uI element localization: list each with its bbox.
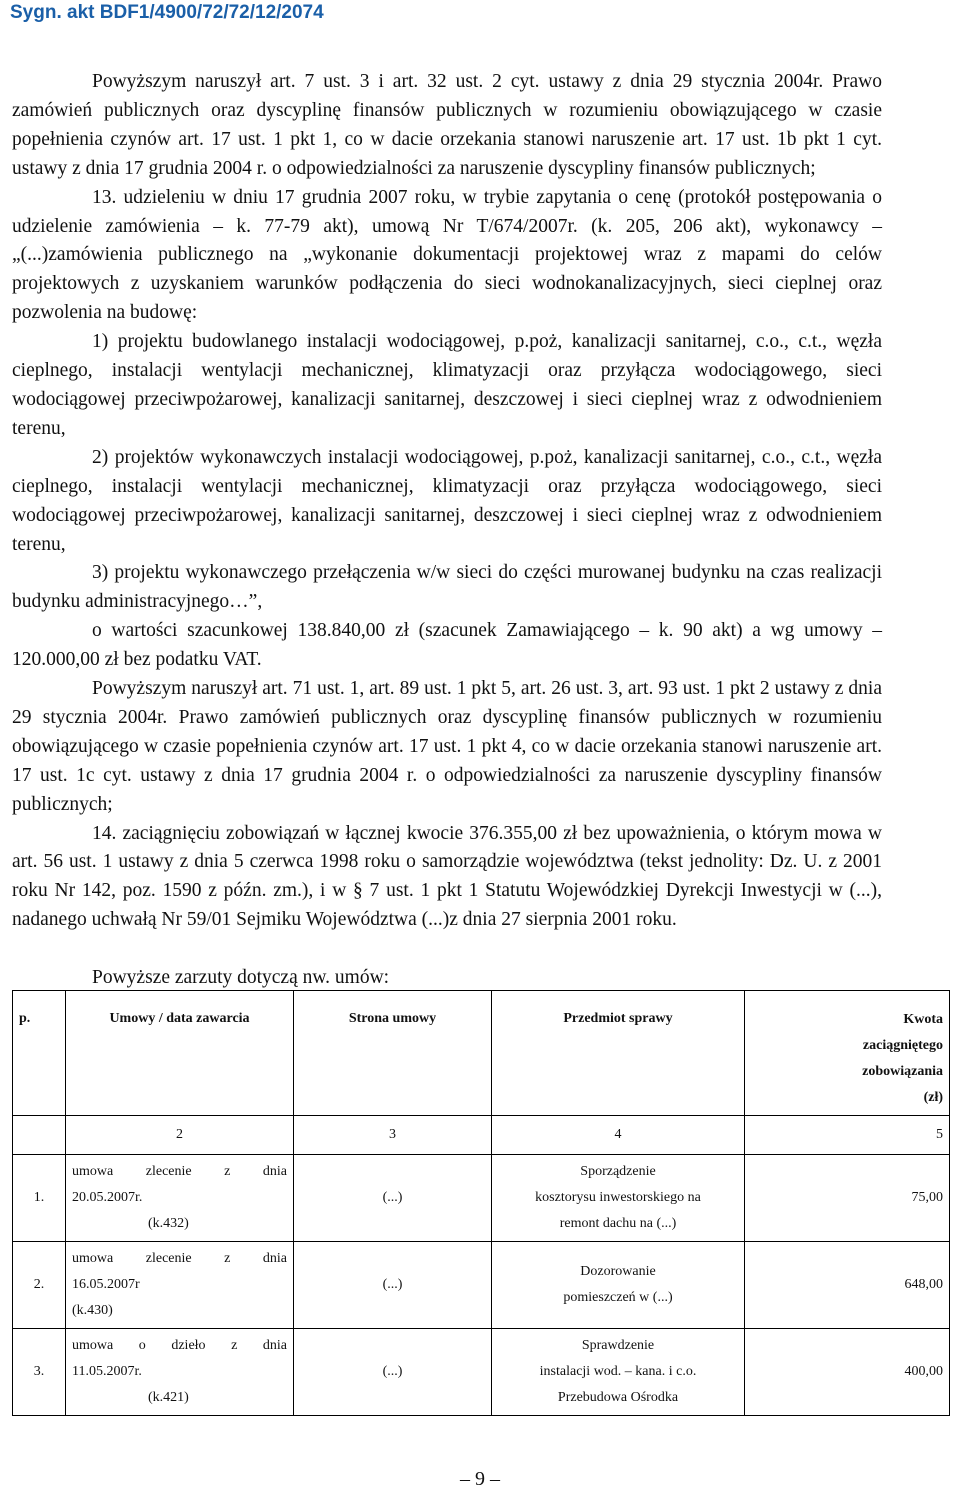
row-kwota: 75,00 [745,1155,950,1242]
row-przedmiot [492,1155,745,1242]
row-umowa [66,1155,294,1242]
paragraph: Powyższym naruszył art. 71 ust. 1, art. 89 ust. 1 pkt 5, art. 26 ust. 3, art. 93 ust. 1 pkt 2 ustawy z dnia 29 stycznia 2004r. Prawo zamówień publicznych oraz dyscyplinę finansów publicznych w rozumieniu obowiązującego w czasie popełnienia czynów art. 17 ust. 1 pkt 4, co w dacie orzekania stanowi naruszenie art. 17 ust. 1c cyt. ustawy z dnia 17 grudnia 2004 r. o odpowiedzialności za naruszenie dyscypliny finansów publicznych; [12,678,882,815]
row-umowa [66,1329,294,1416]
header-przedmiot: Przedmiot sprawy [492,991,745,1116]
paragraph: 13. udzieleniu w dniu 17 grudnia 2007 roku, w trybie zapytania o cenę (protokół postępowania o udzielenie zamówienia – k. 77-79 akt), umową Nr T/674/2007r. (k. 205, 206 akt), wykonawcy – „(...)zamówienia publicznego na „wykonanie dokumentacji projektowej wraz z mapami do celów projektowych z uzyskaniem warunków podłączenia do sieci wodnokanalizacyjnych, sieci cieplnej oraz pozwolenia na budowę: [12,186,882,324]
przedmiot-line: Dozorowanie [580,1264,656,1279]
row-przedmiot [492,1242,745,1329]
paragraph: 1) projektu budowlanego instalacji wodociągowej, p.poż, kanalizacji sanitarnej, c.o., c.t., węzła cieplnego, instalacji wentylacji mechanicznej, klimatyzacji oraz przyłącza wodociągowego, sieci wodociągowej przeciwpożarowej, kanalizacji sanitarnej, deszczowej i sieci cieplnej wraz z odwodnieniem terenu, [12,331,882,439]
header-lp: p. [13,991,66,1116]
row-przedmiot [492,1329,745,1416]
header-umowy: Umowy / data zawarcia [66,991,294,1116]
przedmiot-line: remont dachu na (...) [559,1216,677,1231]
column-number: 4 [492,1116,745,1155]
column-number: 5 [745,1116,950,1155]
paragraph: 3) projektu wykonawczego przełączenia w/w sieci do części murowanej budynku na czas realizacji budynku administracyjnego…”, [12,562,882,613]
umowa-date: 11.05.2007r. [72,1364,142,1379]
paragraph: Powyższym naruszył art. 7 ust. 3 i art. 32 ust. 2 cyt. ustawy z dnia 29 stycznia 2004r. Prawo zamówień publicznych oraz dyscyplinę finansów publicznych w rozumieniu obowiązującego w czasie popełnienia czynów art. 17 ust. 1 pkt 1, co w dacie orzekania stanowi naruszenie art. 17 ust. 1b pkt 1 cyt. ustawy z dnia 17 grudnia 2004 r. o odpowiedzialności za naruszenie dyscypliny finansów publicznych; [12,71,882,179]
column-numbers-row [13,1116,950,1155]
paragraph: 14. zaciągnięciu zobowiązań w łącznej kwocie 376.355,00 zł bez upoważnienia, o którym mowa w art. 56 ust. 1 ustawy z dnia 5 czerwca 1998 roku o samorządzie województwa (tekst jednolity: Dz. U. z 2001 roku Nr 142, poz. 1590 z późn. zm.), i w § 7 ust. 1 pkt 1 Statutu Wojewódzkiej Dyrekcji Inwestycji w (...), nadanego uchwałą Nr 59/01 Sejmiku Województwa (...)z dnia 27 sierpnia 2001 roku. [12,822,882,931]
column-number: 2 [66,1116,294,1155]
header-kwota-line: zobowiązania [862,1064,943,1079]
table-row [13,1329,950,1416]
row-lp: 2. [13,1242,66,1329]
contracts-table [12,990,950,1416]
row-strona: (...) [294,1329,492,1416]
row-kwota: 400,00 [745,1329,950,1416]
header-kwota-line: zaciągniętego [862,1038,943,1053]
column-number: 3 [294,1116,492,1155]
umowa-type: umowa o dzieło z dnia [72,1338,287,1353]
row-umowa [66,1242,294,1329]
row-strona: (...) [294,1155,492,1242]
table-row [13,1155,950,1242]
umowa-ref: (k.430) [72,1303,113,1318]
przedmiot-line: kosztorysu inwestorskiego na [535,1190,701,1205]
przedmiot-line: Przebudowa Ośrodka [557,1390,679,1405]
umowa-date: 16.05.2007r [72,1277,140,1292]
page-number: – 9 – [460,1468,500,1490]
umowa-date: 20.05.2007r. [72,1190,143,1205]
umowa-ref: (k.421) [148,1390,189,1405]
przedmiot-line: instalacji wod. – kana. i c.o. [539,1364,697,1379]
row-strona: (...) [294,1242,492,1329]
paragraph: 2) projektów wykonawczych instalacji wodociągowej, p.poż, kanalizacji sanitarnej, c.o., c.t., węzła cieplnego, instalacji wentylacji mechanicznej, klimatyzacji oraz przyłącza wodociągowego, sieci wodociągowej przeciwpożarowej, kanalizacji sanitarnej, deszczowej i sieci cieplnej wraz z odwodnieniem terenu, [12,446,882,555]
paragraph: Powyższe zarzuty dotyczą nw. umów: [92,967,390,989]
document-body [12,68,882,993]
header-kwota-line: (zł) [923,1090,943,1105]
row-lp: 3. [13,1329,66,1416]
spacer [12,935,882,964]
row-kwota: 648,00 [745,1242,950,1329]
table-row [13,1242,950,1329]
paragraph: o wartości szacunkowej 138.840,00 zł (szacunek Zamawiającego – k. 90 akt) a wg umowy – 120.000,00 zł bez podatku VAT. [12,620,882,671]
przedmiot-line: Sprawdzenie [581,1338,655,1353]
umowa-type: umowa zlecenie z dnia [72,1251,287,1266]
umowa-type: umowa zlecenie z dnia [72,1164,287,1179]
table-cell [13,1116,66,1155]
przedmiot-line: Sporządzenie [580,1164,656,1179]
header-kwota [745,991,950,1116]
case-signature: Sygn. akt BDF1/4900/72/72/12/2074 [10,2,324,23]
header-strona: Strona umowy [294,991,492,1116]
row-lp: 1. [13,1155,66,1242]
umowa-ref: (k.432) [148,1216,189,1231]
header-kwota-line: Kwota [903,1012,943,1027]
przedmiot-line: pomieszczeń w (...) [563,1290,673,1305]
table-header-row [13,991,950,1116]
